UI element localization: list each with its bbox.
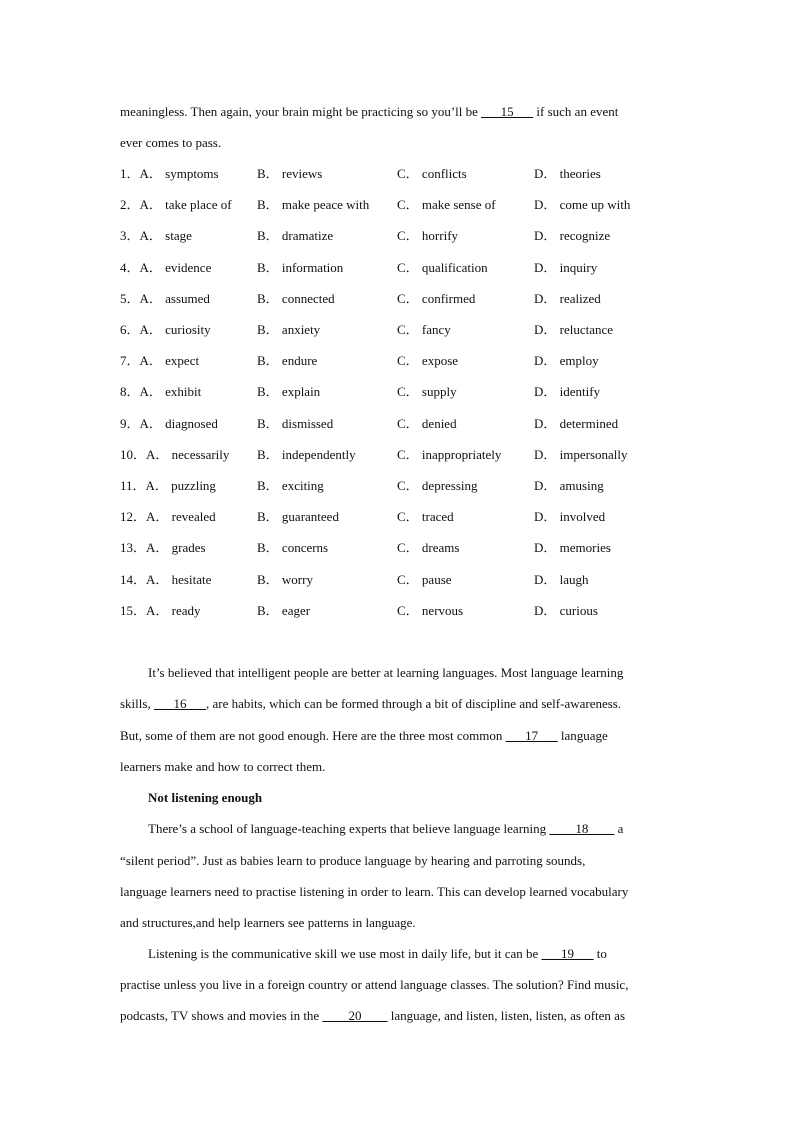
text: if such an event bbox=[533, 104, 619, 119]
option-a: A． take place of bbox=[139, 197, 232, 213]
option-c: C． fancy bbox=[397, 322, 451, 337]
question-number: 4． bbox=[120, 259, 140, 275]
option-b: B． reviews bbox=[257, 166, 323, 181]
option-c: C． nervous bbox=[397, 602, 464, 618]
blank-18: ____18____ bbox=[549, 821, 615, 836]
question-number: 9． bbox=[120, 415, 140, 431]
option-d: D． employ bbox=[534, 353, 599, 369]
text: meaningless. Then again, your brain might be practicing so you’ll be bbox=[120, 104, 482, 119]
option-d: D． inquiry bbox=[534, 259, 598, 275]
option-d: D． memories bbox=[534, 540, 611, 556]
section-heading: Not listening enough bbox=[148, 790, 263, 805]
passage-line: “silent period”. Just as babies learn to produce language by hearing and parroting sounds, bbox=[120, 853, 586, 868]
passage-line: It’s believed that intelligent people are better at learning languages. Most language learning bbox=[148, 665, 624, 680]
text: , are habits, which can be formed through a bit of discipline and self-awareness. bbox=[205, 696, 622, 711]
question-number: 3． bbox=[120, 228, 140, 244]
option-d: D． determined bbox=[534, 415, 619, 431]
question-number: 2． bbox=[120, 197, 140, 213]
text: to bbox=[593, 946, 607, 961]
passage-line bbox=[120, 696, 621, 712]
option-a-group bbox=[120, 291, 210, 307]
text: Listening is the communicative skill we use most in daily life, but it can be bbox=[148, 946, 542, 961]
passage-line: language learners need to practise listening in order to learn. This can develop learned vocabulary bbox=[120, 884, 629, 899]
option-b: B． exciting bbox=[257, 478, 324, 493]
option-a-group bbox=[120, 540, 206, 556]
question-number: 15． bbox=[120, 602, 147, 618]
option-d: D． recognize bbox=[534, 228, 611, 244]
option-c: C． conflicts bbox=[397, 166, 467, 181]
question-number: 13． bbox=[120, 540, 147, 556]
text: a bbox=[614, 821, 624, 836]
text: There’s a school of language-teaching experts that believe language learning bbox=[148, 821, 550, 836]
option-d: D． realized bbox=[534, 290, 601, 306]
option-b: B． endure bbox=[257, 353, 318, 369]
option-c: C． horrify bbox=[397, 228, 459, 244]
option-a-group bbox=[120, 478, 216, 494]
option-a: A． necessarily bbox=[146, 446, 230, 462]
option-c: C． supply bbox=[397, 384, 457, 400]
option-a: A． grades bbox=[146, 540, 206, 556]
option-b: B． make peace with bbox=[257, 197, 370, 213]
text: skills, bbox=[120, 696, 154, 711]
question-number: 7． bbox=[120, 353, 140, 369]
option-a: A． expect bbox=[139, 353, 200, 369]
question-number: 8． bbox=[120, 384, 140, 400]
intro-line-2: ever comes to pass. bbox=[120, 135, 222, 150]
option-c: C． inappropriately bbox=[397, 446, 502, 462]
option-b: B． anxiety bbox=[257, 322, 321, 337]
blank-15: ___15___ bbox=[481, 104, 534, 119]
option-a-group bbox=[120, 509, 216, 525]
option-b: B． independently bbox=[257, 446, 356, 462]
option-a: A． stage bbox=[139, 228, 192, 244]
option-d: D． reluctance bbox=[534, 322, 614, 337]
text: language, and listen, listen, listen, as often as bbox=[387, 1008, 626, 1023]
option-c: C． qualification bbox=[397, 259, 488, 275]
option-a-group bbox=[120, 197, 232, 213]
question-number: 12． bbox=[120, 509, 147, 525]
question-number: 14． bbox=[120, 571, 147, 587]
option-a-group bbox=[120, 416, 218, 432]
option-d: D． amusing bbox=[534, 478, 604, 493]
passage-line bbox=[148, 946, 607, 962]
option-b: B． concerns bbox=[257, 540, 329, 556]
option-a: A． diagnosed bbox=[139, 415, 218, 431]
option-b: B． dismissed bbox=[257, 415, 334, 431]
option-a: A． revealed bbox=[146, 509, 216, 525]
passage-line bbox=[120, 1008, 625, 1024]
option-a-group bbox=[120, 228, 192, 244]
option-d: D． identify bbox=[534, 384, 601, 400]
option-c: C． traced bbox=[397, 509, 454, 525]
option-a: A． curiosity bbox=[139, 322, 211, 337]
option-c: C． expose bbox=[397, 353, 459, 369]
option-a: A． puzzling bbox=[145, 478, 216, 493]
option-d: D． involved bbox=[534, 509, 606, 525]
passage-line bbox=[148, 821, 623, 837]
option-d: D． theories bbox=[534, 166, 601, 181]
option-b: B． information bbox=[257, 259, 344, 275]
option-b: B． dramatize bbox=[257, 228, 334, 244]
option-b: B． eager bbox=[257, 602, 311, 618]
option-a: A． ready bbox=[146, 602, 201, 618]
option-a-group bbox=[120, 384, 201, 400]
option-c: C． pause bbox=[397, 571, 452, 587]
option-a-group bbox=[120, 572, 211, 588]
passage-line bbox=[120, 728, 608, 744]
option-a: A． hesitate bbox=[146, 571, 212, 587]
option-a-group bbox=[120, 603, 201, 619]
option-a: A． exhibit bbox=[139, 384, 202, 400]
question-number: 6． bbox=[120, 322, 140, 337]
blank-19: ___19___ bbox=[541, 946, 594, 961]
option-a-group bbox=[120, 166, 219, 182]
option-b: B． explain bbox=[257, 384, 321, 400]
option-d: D． laugh bbox=[534, 571, 589, 587]
question-number: 5． bbox=[120, 290, 140, 306]
blank-20: ____20____ bbox=[322, 1008, 388, 1023]
question-number: 1． bbox=[120, 166, 140, 181]
intro-line-1 bbox=[120, 104, 618, 120]
option-c: C． dreams bbox=[397, 540, 460, 556]
option-d: D． impersonally bbox=[534, 446, 628, 462]
option-b: B． worry bbox=[257, 571, 313, 587]
option-b: B． guaranteed bbox=[257, 509, 339, 525]
option-c: C． confirmed bbox=[397, 290, 476, 306]
option-a-group bbox=[120, 322, 211, 338]
text: podcasts, TV shows and movies in the bbox=[120, 1008, 323, 1023]
passage-line: learners make and how to correct them. bbox=[120, 759, 326, 774]
question-number: 10． bbox=[120, 446, 147, 462]
option-a: A． evidence bbox=[139, 259, 212, 275]
option-a: A． assumed bbox=[139, 290, 210, 306]
option-c: C． make sense of bbox=[397, 197, 496, 213]
blank-16: ___16___ bbox=[153, 696, 206, 711]
blank-17: ___17___ bbox=[505, 728, 558, 743]
option-d: D． curious bbox=[534, 602, 598, 618]
option-d: D． come up with bbox=[534, 197, 631, 213]
option-a-group bbox=[120, 353, 199, 369]
text: But, some of them are not good enough. Here are the three most common bbox=[120, 728, 506, 743]
option-c: C． denied bbox=[397, 415, 457, 431]
option-c: C． depressing bbox=[397, 478, 478, 493]
passage-line: and structures,and help learners see patterns in language. bbox=[120, 915, 416, 930]
question-number: 11． bbox=[120, 478, 146, 493]
option-a: A． symptoms bbox=[139, 166, 219, 181]
option-b: B． connected bbox=[257, 290, 335, 306]
text: language bbox=[557, 728, 608, 743]
passage-line: practise unless you live in a foreign country or attend language classes. The solution? Find music, bbox=[120, 977, 629, 992]
option-a-group bbox=[120, 260, 211, 276]
option-a-group bbox=[120, 447, 229, 463]
